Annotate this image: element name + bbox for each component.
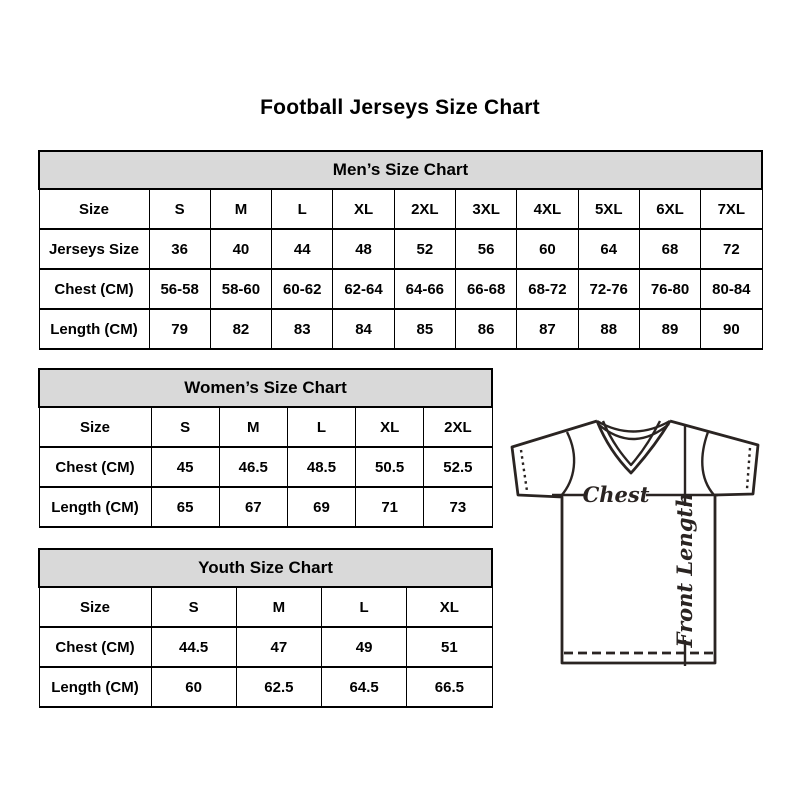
value-cell: 85 (394, 309, 455, 349)
value-cell: 88 (578, 309, 639, 349)
value-cell: S (151, 407, 219, 447)
jersey-measurement-diagram (500, 400, 800, 700)
value-cell: L (287, 407, 355, 447)
left-armhole-seam (561, 432, 574, 496)
table-row (39, 667, 492, 707)
value-cell: M (236, 587, 321, 627)
value-cell: XL (333, 189, 394, 229)
table-row (39, 627, 492, 667)
value-cell: XL (356, 407, 424, 447)
value-cell: 40 (210, 229, 271, 269)
value-cell: 62.5 (236, 667, 321, 707)
value-cell: 82 (210, 309, 271, 349)
value-cell: 5XL (578, 189, 639, 229)
value-cell: 65 (151, 487, 219, 527)
value-cell: 44 (272, 229, 333, 269)
value-cell: M (210, 189, 271, 229)
value-cell: 90 (701, 309, 762, 349)
value-cell: 48 (333, 229, 394, 269)
value-cell: 52.5 (424, 447, 492, 487)
table-row (39, 229, 762, 269)
table-row (39, 407, 492, 447)
value-cell: 64-66 (394, 269, 455, 309)
value-cell: 56-58 (149, 269, 210, 309)
row-label-cell: Size (39, 587, 151, 627)
value-cell: S (151, 587, 236, 627)
value-cell: 66.5 (407, 667, 492, 707)
value-cell: 64.5 (322, 667, 407, 707)
value-cell: 7XL (701, 189, 762, 229)
row-label-cell: Chest (CM) (39, 627, 151, 667)
value-cell: 58-60 (210, 269, 271, 309)
value-cell: 62-64 (333, 269, 394, 309)
front-length-label: Front Length (672, 492, 697, 648)
value-cell: 87 (517, 309, 578, 349)
value-cell: 76-80 (639, 269, 700, 309)
value-cell: 50.5 (356, 447, 424, 487)
value-cell: 46.5 (219, 447, 287, 487)
value-cell: 60 (151, 667, 236, 707)
mens-size-table (38, 150, 763, 350)
row-label-cell: Chest (CM) (39, 269, 149, 309)
value-cell: 89 (639, 309, 700, 349)
value-cell: L (272, 189, 333, 229)
value-cell: XL (407, 587, 492, 627)
women-table-title: Women’s Size Chart (39, 369, 492, 407)
value-cell: 72-76 (578, 269, 639, 309)
value-cell: 69 (287, 487, 355, 527)
value-cell: 83 (272, 309, 333, 349)
left-cuff-stitch (521, 450, 527, 491)
value-cell: 2XL (394, 189, 455, 229)
youth-table-title: Youth Size Chart (39, 549, 492, 587)
value-cell: 47 (236, 627, 321, 667)
value-cell: 84 (333, 309, 394, 349)
value-cell: 49 (322, 627, 407, 667)
value-cell: 67 (219, 487, 287, 527)
value-cell: 36 (149, 229, 210, 269)
table-row (39, 269, 762, 309)
table-row (39, 309, 762, 349)
table-title-row (39, 369, 492, 407)
row-label-cell: Chest (CM) (39, 447, 151, 487)
table-title-row (39, 151, 762, 189)
value-cell: 73 (424, 487, 492, 527)
value-cell: 80-84 (701, 269, 762, 309)
table-row (39, 487, 492, 527)
youth-size-table (38, 548, 493, 708)
table-row (39, 587, 492, 627)
page-title: Football Jerseys Size Chart (260, 96, 540, 119)
right-armhole-seam (702, 432, 714, 495)
value-cell: 60 (517, 229, 578, 269)
row-label-cell: Size (39, 407, 151, 447)
value-cell: M (219, 407, 287, 447)
value-cell: 51 (407, 627, 492, 667)
value-cell: 64 (578, 229, 639, 269)
value-cell: 45 (151, 447, 219, 487)
value-cell: 44.5 (151, 627, 236, 667)
table-row (39, 447, 492, 487)
row-label-cell: Length (CM) (39, 487, 151, 527)
right-cuff-stitch (747, 448, 750, 489)
value-cell: 3XL (455, 189, 516, 229)
womens-size-table (38, 368, 493, 528)
row-label-cell: Length (CM) (39, 667, 151, 707)
value-cell: 52 (394, 229, 455, 269)
value-cell: 68-72 (517, 269, 578, 309)
row-label-cell: Length (CM) (39, 309, 149, 349)
table-title-row (39, 549, 492, 587)
men-table-title: Men’s Size Chart (39, 151, 762, 189)
value-cell: 56 (455, 229, 516, 269)
value-cell: L (322, 587, 407, 627)
value-cell: 71 (356, 487, 424, 527)
value-cell: 48.5 (287, 447, 355, 487)
jersey-outline (512, 421, 758, 663)
value-cell: 68 (639, 229, 700, 269)
value-cell: 72 (701, 229, 762, 269)
value-cell: 86 (455, 309, 516, 349)
value-cell: 66-68 (455, 269, 516, 309)
jersey-diagram-svg (500, 400, 800, 700)
chest-label: Chest (582, 482, 650, 507)
value-cell: 6XL (639, 189, 700, 229)
value-cell: 4XL (517, 189, 578, 229)
table-row (39, 189, 762, 229)
value-cell: 79 (149, 309, 210, 349)
row-label-cell: Jerseys Size (39, 229, 149, 269)
vneck-outer (597, 421, 670, 473)
row-label-cell: Size (39, 189, 149, 229)
value-cell: 2XL (424, 407, 492, 447)
value-cell: S (149, 189, 210, 229)
value-cell: 60-62 (272, 269, 333, 309)
